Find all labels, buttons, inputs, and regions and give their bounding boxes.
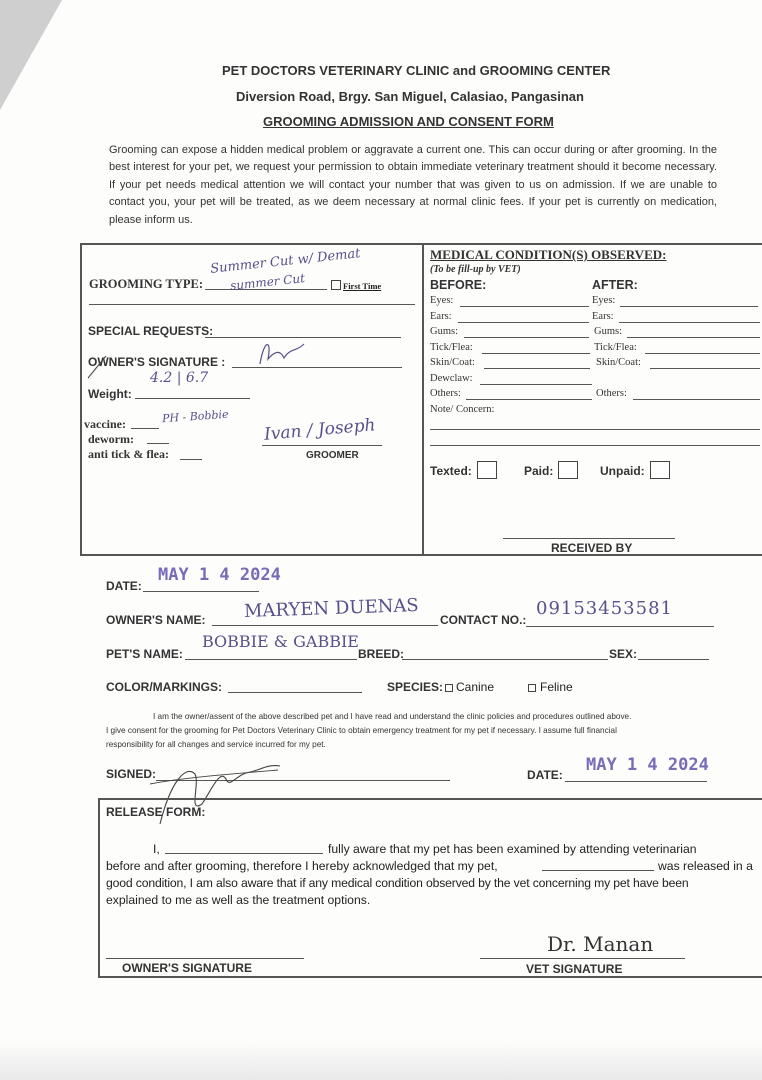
release-title: RELEASE FORM:: [106, 805, 206, 819]
pet-name-line: [185, 659, 357, 660]
consent-line-3: responsibility for all changes and service incurred for my pet.: [106, 740, 326, 749]
owner-name-handwriting: MARYEN DUENAS: [243, 594, 420, 623]
grooming-type-handwriting-1: Summer Cut w/ Demat: [209, 246, 362, 277]
sex-line: [638, 659, 709, 660]
consent-date-line: [565, 781, 707, 782]
before-skin: Skin/Coat:: [430, 357, 475, 368]
scan-shadow: [0, 1040, 762, 1080]
vaccine-line: [131, 428, 159, 429]
release-pet-line: [542, 870, 654, 871]
groomer-line: [262, 445, 382, 446]
breed-line: [402, 659, 608, 660]
deworm-label: deworm:: [88, 432, 134, 446]
before-tick: Tick/Flea:: [430, 342, 473, 353]
release-p2b: was released in a: [658, 859, 753, 873]
first-time-label: First Time: [343, 281, 382, 291]
after-eyes: Eyes:: [592, 295, 616, 306]
special-requests-label: SPECIAL REQUESTS:: [88, 324, 214, 338]
after-label: AFTER:: [592, 278, 638, 292]
others-before: Others:: [430, 388, 461, 399]
sex-label: SEX:: [609, 647, 638, 661]
after-gums-line: [627, 337, 760, 338]
unpaid-label: Unpaid:: [600, 464, 645, 478]
others-after: Others:: [596, 388, 627, 399]
after-ears-line: [619, 322, 760, 323]
paid-checkbox[interactable]: [558, 461, 578, 479]
before-ears-line: [458, 322, 589, 323]
release-name-line: [165, 853, 323, 854]
anti-tick-line: [180, 459, 202, 460]
weight-label: Weight:: [88, 387, 132, 401]
after-gums: Gums:: [594, 326, 623, 337]
vaccine-label: vaccine:: [84, 417, 126, 431]
grooming-extra-line: [89, 304, 415, 305]
dewclaw-line: [480, 384, 592, 385]
after-skin-line: [650, 368, 760, 369]
after-tick: Tick/Flea:: [594, 342, 637, 353]
date-stamp: MAY 1 4 2024: [158, 565, 281, 585]
release-p4: explained to me as well as the treatment options.: [106, 893, 371, 907]
owner-signature-scribble: [250, 334, 310, 374]
note-line-2: [430, 445, 760, 446]
clinic-address: Diversion Road, Brgy. San Miguel, Calasiao, Pangasinan: [236, 89, 584, 104]
before-skin-line: [484, 368, 590, 369]
note-line-1: [430, 429, 760, 430]
after-skin: Skin/Coat:: [596, 357, 641, 368]
received-by-line: [503, 538, 675, 539]
form-title: GROOMING ADMISSION AND CONSENT FORM: [263, 114, 554, 129]
first-time-checkbox[interactable]: [331, 280, 341, 290]
release-p1: fully aware that my pet has been examined by attending veterinarian: [328, 842, 697, 856]
species-label: SPECIES:: [387, 680, 444, 694]
others-after-line: [633, 399, 760, 400]
release-i-label: I,: [153, 842, 160, 856]
vet-sig-label: VET SIGNATURE: [526, 962, 623, 976]
release-p3: good condition, I am also aware that if any medical condition observed by the vet concerning my pet have been: [106, 876, 689, 890]
date-line: [143, 591, 259, 592]
clinic-name: PET DOCTORS VETERINARY CLINIC and GROOMING CENTER: [222, 63, 611, 78]
signed-label: SIGNED:: [106, 767, 157, 781]
release-p2a: before and after grooming, therefore I hereby acknowledged that my pet,: [106, 859, 498, 873]
note-label: Note/ Concern:: [430, 404, 495, 415]
others-before-line: [466, 399, 592, 400]
after-eyes-line: [620, 306, 758, 307]
after-ears: Ears:: [592, 311, 614, 322]
owner-name-label: OWNER'S NAME:: [106, 613, 206, 627]
grooming-type-label: GROOMING TYPE:: [89, 277, 204, 291]
intro-paragraph: Grooming can expose a hidden medical problem or aggravate a current one. This can occur during or after grooming. In the best interest for your pet, we request your permission to obtain immediate veterinary treatment should it become necessary. If your pet needs medical attention we will contact your number that was given to us on admission. If we are unable to contact you, your pet will be treated, as we deem necessary at normal clinic fees. If your pet is currently on medication, please inform us.: [109, 144, 717, 226]
medical-title: MEDICAL CONDITION(S) OBSERVED:: [430, 247, 667, 262]
feline-checkbox[interactable]: [528, 684, 536, 692]
before-gums: Gums:: [430, 326, 459, 337]
received-by-label: RECEIVED BY: [551, 541, 633, 555]
folded-corner: [0, 0, 62, 110]
anti-tick-label: anti tick & flea:: [88, 447, 169, 461]
texted-label: Texted:: [430, 464, 472, 478]
groomer-handwriting: Ivan / Joseph: [263, 415, 377, 445]
vaccine-handwriting: PH - Bobbie: [161, 407, 229, 426]
release-owner-sig-label: OWNER'S SIGNATURE: [122, 961, 252, 975]
consent-line-2: I give consent for the grooming for Pet Doctors Veterinary Clinic to obtain emergency treatment for my pet if necessary. I assume full financial: [106, 726, 617, 735]
contact-handwriting: 09153453581: [536, 598, 673, 619]
vet-sig-line: [480, 958, 685, 959]
dewclaw-label: Dewclaw:: [430, 373, 473, 384]
release-owner-sig-line: [106, 958, 304, 959]
consent-line-1: I am the owner/assent of the above described pet and I have read and understand the clinic policies and procedures outlined above.: [153, 712, 632, 721]
consent-date-label: DATE:: [527, 768, 563, 782]
owner-signature-label: OWNER'S SIGNATURE :: [88, 355, 226, 369]
unpaid-checkbox[interactable]: [650, 461, 670, 479]
before-tick-line: [482, 353, 590, 354]
owner-strike-mark: [84, 352, 124, 382]
breed-label: BREED:: [358, 647, 405, 661]
weight-handwriting: 4.2 | 6.7: [150, 370, 209, 386]
before-ears: Ears:: [430, 311, 452, 322]
before-gums-line: [464, 337, 589, 338]
contact-line: [526, 626, 714, 627]
after-tick-line: [645, 353, 760, 354]
paid-label: Paid:: [524, 464, 554, 478]
weight-line: [135, 398, 250, 399]
pet-name-label: PET'S NAME:: [106, 647, 183, 661]
date-label: DATE:: [106, 579, 142, 593]
consent-date-stamp: MAY 1 4 2024: [586, 755, 709, 775]
before-eyes: Eyes:: [430, 295, 454, 306]
contact-label: CONTACT NO.:: [440, 613, 527, 627]
color-label: COLOR/MARKINGS:: [106, 680, 222, 694]
canine-label: Canine: [456, 680, 495, 694]
before-eyes-line: [460, 306, 589, 307]
vet-signature-handwriting: Dr. Manan: [547, 932, 654, 956]
deworm-line: [147, 443, 169, 444]
feline-label: Feline: [540, 680, 573, 694]
pet-name-handwriting: BOBBIE & GABBIE: [202, 632, 359, 651]
color-line: [228, 692, 362, 693]
texted-checkbox[interactable]: [477, 461, 497, 479]
medical-subtitle: (To be fill-up by VET): [430, 264, 521, 275]
grooming-type-handwriting-2: summer Cut: [229, 271, 306, 293]
groomer-label: GROOMER: [306, 450, 359, 461]
canine-checkbox[interactable]: [445, 684, 453, 692]
before-label: BEFORE:: [430, 278, 487, 292]
owner-name-line: [212, 625, 438, 626]
